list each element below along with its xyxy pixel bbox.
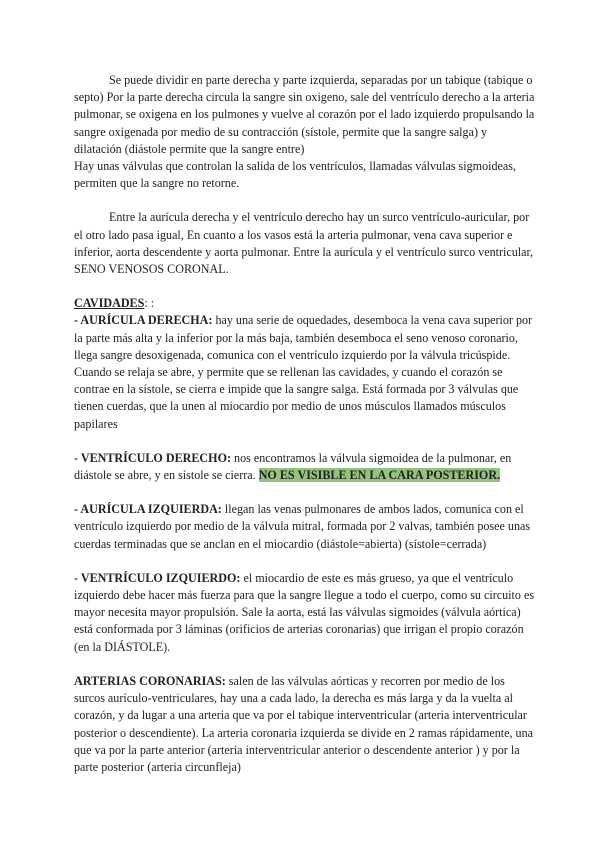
cavidades-heading-suffix: : : xyxy=(144,296,155,311)
cavidades-heading: CAVIDADES xyxy=(74,296,145,311)
ventriculo-derecho-paragraph xyxy=(74,450,536,484)
ventriculo-izquierdo-label: - VENTRÍCULO IZQUIERDO: xyxy=(74,570,241,585)
ventriculo-derecho-label: - VENTRÍCULO DERECHO: xyxy=(74,450,232,465)
auricula-derecha-label: - AURÍCULA DERECHA: xyxy=(74,313,213,328)
auricula-derecha-text: hay una serie de oquedades, desemboca la vena cava superior por la parte más alta y la inferior por la más baja, también desemboca el seno venoso coronario, llega sangre desoxigenada, comunica con el ventrículo izquierdo por la válvula tricúspide. Cuando se relaja se abre, y permite que se rellenan las cavidades, y cuando el corazón se contrae en la sístole, se cierra e impide que la sangre salga. Está formada por 3 válvulas que tienen cuerdas, que la unen al miocardio por medio de unos músculos llamados músculos papilares xyxy=(74,313,533,431)
auricula-izquierda-text: llegan las venas pulmonares de ambos lados, comunica con el ventrículo izquierdo por medio de la válvula mitral, formada por 2 valvas, también posee unas cuerdas terminadas que se anclan en el miocardio (diástole=abierta) (sístole=cerrada) xyxy=(74,502,531,551)
arterias-coronarias-label: ARTERIAS CORONARIAS: xyxy=(74,673,226,688)
auricula-derecha-paragraph xyxy=(74,312,536,432)
intro-paragraph-3: Entre la aurícula derecha y el ventrículo derecho hay un surco ventrículo-auricular, por el otro lado pasa igual, En cuanto a los vasos está la arteria pulmonar, vena cava superior e inferior, aorta descendente y aorta pulmonar. Entre la aurícula y el ventrículo surco ventricular, SENO VENOSOS CORONAL. xyxy=(74,210,534,277)
auricula-izquierda-paragraph xyxy=(74,501,536,553)
ventriculo-izquierdo-text: el miocardio de este es más grueso, ya que el ventrículo izquierdo debe hacer más fuerza para que la sangre llegue a todo el cuerpo, como su circuito es mayor necesita mayor propulsión. Sale la aorta, está las válvulas sigmoides (válvula aórtica) está conformada por 3 láminas (orificios de arterias coronarias) que irrigan el propio corazón (en la DIÁSTOLE). xyxy=(74,570,535,654)
ventriculo-derecho-highlight: NO ES VISIBLE EN LA CARA POSTERIOR. xyxy=(258,468,501,483)
auricula-izquierda-label: - AURÍCULA IZQUIERDA: xyxy=(74,502,222,517)
intro-paragraph-1: Se puede dividir en parte derecha y parte izquierda, separadas por un tabique (tabique o septo) Por la parte derecha circula la sangre sin oxigeno, sale del ventrículo derecho a la arteria pulmonar, se oxigena en los pulmones y vuelve al corazón por el lado izquierdo propulsando la sangre oxigenada por medio de su contracción (sístole, permite que la sangre salga) y dilatación (diástole permite que la sangre entre) xyxy=(74,73,535,156)
arterias-coronarias-paragraph xyxy=(74,673,536,776)
arterias-coronarias-text: salen de las válvulas aórticas y recorren por medio de los surcos aurículo-ventriculares, hay una a cada lado, la derecha es más larga y da la vuelta al corazón, y da lugar a una arteria que va por el tabique interventricular (arteria interventricular posterior o descendiente). La arteria coronaria izquierda se divide en 2 ramas rápidamente, una que va por la parte anterior (arteria interventricular anterior o descendente anterior ) y por la parte posterior (arteria circunfleja) xyxy=(74,673,534,774)
ventriculo-izquierdo-paragraph xyxy=(74,570,536,656)
ventriculo-derecho-text: nos encontramos la válvula sigmoidea de la pulmonar, en diástole se abre, y en sístole se cierra. xyxy=(74,450,512,483)
cavidades-heading-line xyxy=(74,295,536,312)
intro-paragraph-2: Hay unas válvulas que controlan la salida de los ventrículos, llamadas válvulas sigmoideas, permiten que la sangre no retorne. xyxy=(74,159,516,191)
